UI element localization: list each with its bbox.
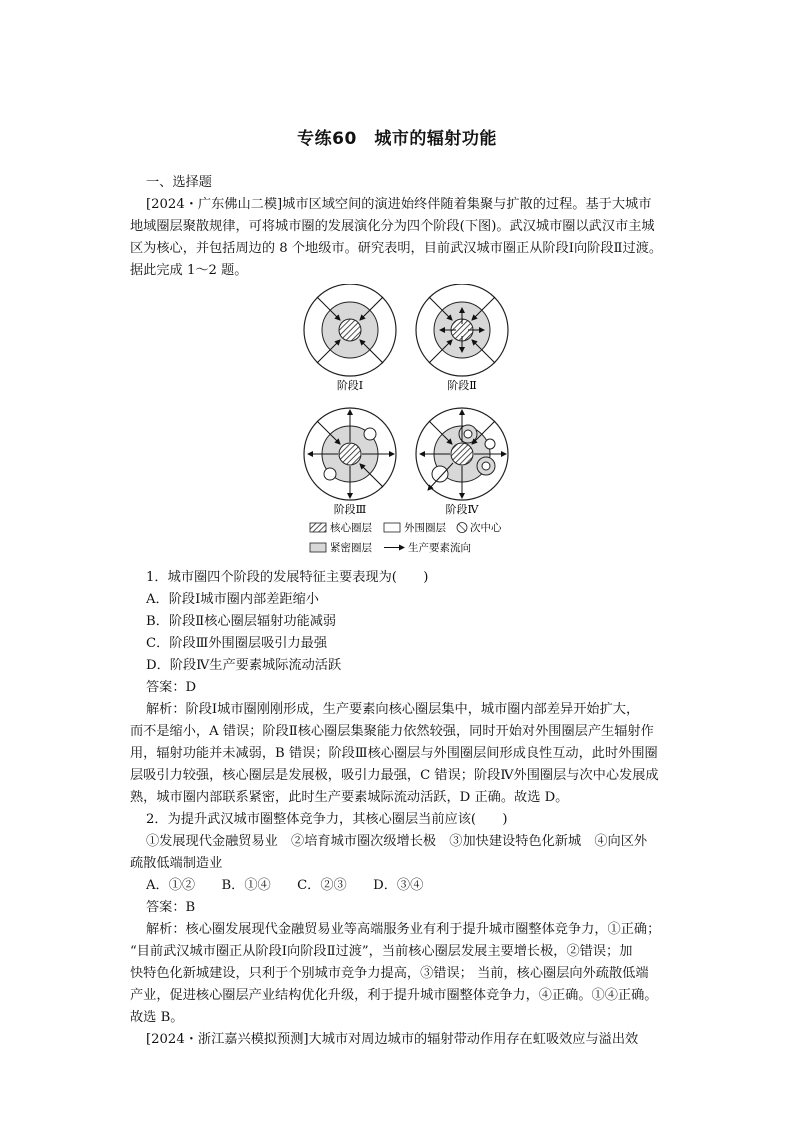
q2-items-line: ①发展现代金融贸易业 ②培育城市圈次级增长极 ③加快建设特色化新城 ④向区外 [146,834,648,849]
q1-analysis-line: 层吸引力较强，核心圈层是发展极，吸引力最强，C 错误；阶段Ⅳ外围圈层与次中心发展成 [130,768,659,783]
legend-core-swatch [310,523,326,532]
q2-analysis-line: 产业，促进核心圈层产业结构优化升级，利于提升城市圈整体竞争力，④正确。①④正确。 [130,988,658,1003]
section-heading: 一、选择题 [146,175,212,190]
q1-answer: 答案：D [146,680,197,695]
q1-option-a: A．阶段Ⅰ城市圈内部差距缩小 [146,592,319,607]
stage-1-label: 阶段Ⅰ [336,379,364,392]
intro-line: 据此完成 1～2 题。 [130,263,248,278]
stage-4-diagram [416,408,508,500]
legend-core-label: 核心圈层 [330,522,372,534]
q1-option-d: D．阶段Ⅳ生产要素城际流动活跃 [146,658,342,673]
legend-dense-label: 紧密圈层 [330,542,372,554]
next-intro-line: [2024・浙江嘉兴模拟预测]大城市对周边城市的辐射带动作用存在虹吸效应与溢出效 [146,1032,639,1047]
intro-line: [2024・广东佛山二模]城市区域空间的演进始终伴随着集聚与扩散的过程。基于大城市 [146,197,652,212]
q2-analysis-line: 快特色化新城建设，只利于个别城市竞争力提高，③错误； 当前，核心圈层向外疏散低端 [130,966,649,981]
q1-option-b: B．阶段Ⅱ核心圈层辐射功能减弱 [146,614,337,629]
intro-line: 地域圈层聚散规律，可将城市圈的发展演化分为四个阶段(下图)。武汉城市圈以武汉市主城 [130,219,655,234]
q1-stem: 1．城市圈四个阶段的发展特征主要表现为( ) [146,570,429,585]
q2-items-line: 疏散低端制造业 [130,856,223,871]
q1-analysis-line: 解析：阶段Ⅰ城市圈刚刚形成，生产要素向核心圈层集中，城市圈内部差异开始扩大， [146,702,640,717]
q2-analysis-line: “目前武汉城市圈正从阶段Ⅰ向阶段Ⅱ过渡”，当前核心圈层发展主要增长极，②错误；加 [130,944,633,959]
q2-analysis-line: 故选 B。 [130,1010,184,1025]
intro-line: 区为核心，并包括周边的 8 个地级市。研究表明，目前武汉城市圈正从阶段Ⅰ向阶段Ⅱ过渡。 [130,241,663,256]
q2-answer: 答案：B [146,900,196,915]
stage-diagram-figure [300,284,512,564]
stage-2-label: 阶段Ⅱ [447,379,477,392]
stage-3-diagram [304,408,396,500]
legend-outer-swatch [384,523,400,532]
legend-flow-label: 生产要素流向 [408,542,471,554]
q1-analysis-line: 用，辐射功能并未减弱，B 错误；阶段Ⅲ核心圈层与外围圈层间形成良性互动，此时外围圈 [130,746,658,761]
q2-stem: 2．为提升武汉城市圈整体竞争力，其核心圈层当前应该( ) [146,812,508,827]
figure-legend [310,521,502,554]
stage-4-label: 阶段Ⅳ [445,503,479,516]
legend-sub-label: 次中心 [470,522,502,534]
q2-options: A．①② B．①④ C．②③ D．③④ [146,878,424,893]
stage-2-diagram [416,284,508,376]
q1-analysis-line: 熟，城市圈内部联系紧密，此时生产要素城际流动活跃，D 正确。故选 D。 [130,790,569,805]
stage-3-label: 阶段Ⅲ [333,503,367,516]
legend-dense-swatch [310,543,326,552]
q1-analysis-line: 而不是缩小，A 错误；阶段Ⅱ核心圈层集聚能力依然较强，同时开始对外围圈层产生辐射作 [130,724,654,739]
legend-outer-label: 外围圈层 [404,522,446,534]
page-title: 专练60 城市的辐射功能 [297,129,497,149]
stage-1-diagram [304,284,396,376]
q2-analysis-line: 解析：核心圈发展现代金融贸易业等高端服务业有利于提升城市圈整体竞争力，①正确； [146,922,661,937]
q1-option-c: C．阶段Ⅲ外围圈层吸引力最强 [146,636,328,651]
